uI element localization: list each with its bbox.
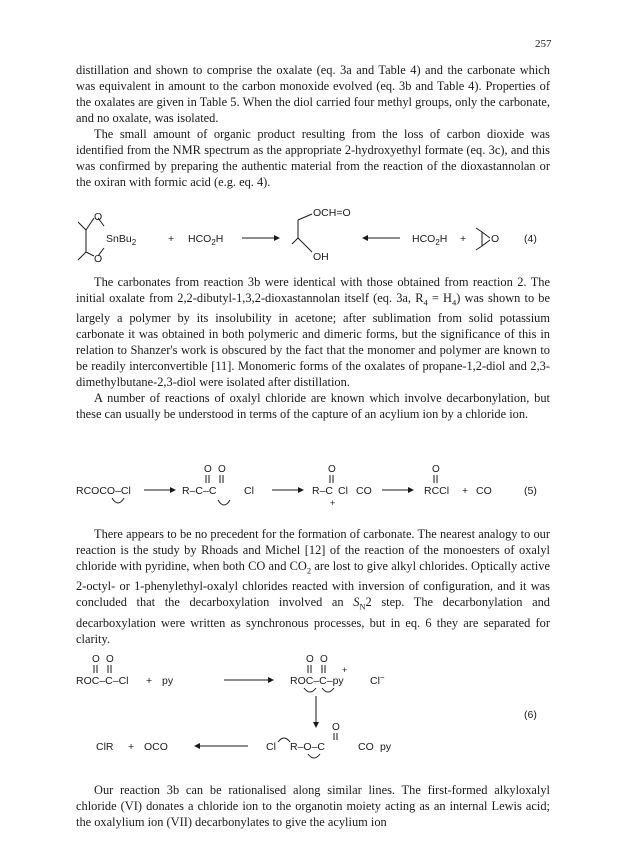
eq5-reactant: RCOCO–Cl: [76, 485, 131, 497]
eq6-product-2: OCO: [144, 741, 168, 753]
paragraph-6: Our reaction 3b can be rationalised along similar lines. The first-formed alkyloxalyl chloride (VI) donates a chloride ion to the organotin moiety acting as an internal Lewis acid; the oxalylium ion (VII) decarbonylates to give the acylium ion: [76, 783, 550, 829]
equation-4: [76, 200, 550, 266]
text-block-3: [76, 526, 550, 647]
eq6-curved-arrow-4: [308, 754, 320, 758]
text-block-1: [76, 62, 550, 190]
eq5-arrow-3: [382, 487, 414, 493]
eq5-curved-arrow-1: [112, 498, 124, 503]
eq6-plus-charge: +: [342, 665, 348, 675]
eq4-product-bottom: OH: [313, 251, 329, 263]
eq6-reactant: ROC–C–Cl: [76, 675, 129, 687]
eq5-arrow-2: [272, 487, 304, 493]
eq6-o-4: O: [320, 654, 328, 665]
eq6-curved-arrow-1: [304, 688, 316, 692]
eq6-product-1: ClR: [96, 741, 114, 753]
eq5-arrow-1: [144, 487, 176, 493]
eq5-o-4: O: [432, 464, 440, 475]
eq5-curved-arrow-2: [218, 500, 230, 505]
eq6-arrow-2: [194, 743, 248, 749]
paragraph-5: There appears to be no precedent for the formation of carbonate. The nearest analogy to our reaction is the study by Rhoads and Michel [12] of the reaction of the monoesters of oxalyl chloride with pyridine, when both CO and $CO_2$ are lost to give alkyl chlorides. Optically active 2-octyl- or 1-phenylethyl-oxalyl chlorides reacted with inversion of configuration, and it was concluded that the decarboxylation involved an $S_N2$ step. The decarbonylation and decarboxylation were written as synchronous processes, but in eq. 6 they are separated for clarity.: [76, 527, 550, 646]
eq4-plus-2: +: [460, 233, 467, 245]
eq6-curved-arrow-3: [278, 738, 290, 742]
eq4-o-top: O: [94, 211, 103, 223]
eq5-intermediate-2: R–C: [312, 485, 334, 497]
eq5-co: CO: [476, 485, 492, 497]
paragraph-2: The small amount of organic product resulting from the loss of carbon dioxide was identified from the NMR spectrum as the appropriate 2-hydroxyethyl formate (eq. 3c), and this was confirmed by preparing the authentic material from the reaction of the dioxastannolan or the oxiran with formic acid (e.g. eq. 4).: [76, 127, 550, 189]
eq6-arrow-down: [313, 696, 319, 728]
eq5-product: RCCl: [424, 485, 450, 497]
paragraph-3: The carbonates from reaction 3b were identical with those obtained from reaction 2. The initial oxalate from 2,2-dibutyl-1,3,2-dioxastannolan itself (eq. 3a, $R_4 = H_4$) was shown to be largely a polymer by its insolubility in acetone; after sublimation from solid potassium carbonate it was obtained in both polymeric and dimeric forms, but the significance of this in relation to Shanzer's work is obscured by the fact that the monomer and polymer are known to be readily interconvertible [11]. Monomeric forms of the oxalates of propane-1,2-diol and 2,3-dimethylbutane-2,3-diol were isolated after distillation.: [76, 275, 550, 390]
eq6-plus-1: +: [146, 675, 153, 687]
eq6-intermediate-2: R–O–C: [290, 741, 326, 753]
eq6-o-3: O: [306, 654, 314, 665]
eq5-intermediate-2-co: CO: [356, 485, 372, 497]
eq6-o-1: O: [92, 654, 100, 665]
eq5-intermediate-2-cl: Cl: [338, 485, 348, 497]
equation-6: [76, 648, 550, 766]
text-block-2: [76, 274, 550, 422]
eq4-number: (4): [524, 233, 537, 245]
paragraph-4: A number of reactions of oxalyl chloride are known which involve decarbonylation, but these can usually be understood in terms of the capture of an acylium ion by a chloride ion.: [76, 391, 550, 422]
eq6-intermediate-2-co: CO: [358, 741, 374, 753]
page-number: 257: [535, 38, 552, 50]
eq6-curved-arrow-2: [322, 688, 334, 692]
equation-5: [76, 460, 550, 512]
eq5-plus: +: [462, 485, 469, 497]
eq6-intermediate-1-cl: Cl−: [370, 673, 385, 687]
eq5-o-2: O: [218, 464, 226, 475]
eq6-intermediate-2-py: py: [380, 741, 392, 753]
eq6-pyridine: py: [162, 675, 174, 687]
eq4-formic-acid-2: $HCO_2H$: [412, 233, 448, 247]
eq5-o-1: O: [204, 464, 212, 475]
oxiran-structure: [476, 228, 490, 250]
eq4-product-top: OCH=O: [313, 207, 351, 219]
eq5-number: (5): [524, 485, 537, 497]
eq4-oxiran-o: O: [491, 233, 500, 245]
eq4-arrow-reverse: [362, 235, 400, 241]
eq5-plus-charge: +: [330, 498, 336, 508]
eq4-o-bottom: O: [94, 253, 103, 265]
eq6-number: (6): [524, 709, 537, 721]
eq4-plus-1: +: [168, 233, 175, 245]
eq4-formic-acid-1: $HCO_2H$: [188, 233, 224, 247]
eq6-o-5: O: [332, 722, 340, 733]
eq6-arrow-1: [224, 677, 274, 683]
eq6-intermediate-2-cl: Cl: [266, 741, 276, 753]
text-block-4: [76, 782, 550, 830]
hydroxyethyl-formate-structure: [292, 214, 312, 252]
eq5-intermediate-1: R–C–C: [182, 485, 217, 497]
eq6-intermediate-1: ROC–C–py: [290, 675, 344, 687]
paragraph-1: distillation and shown to comprise the oxalate (eq. 3a and Table 4) and the carbonate which was equivalent in amount to the carbon monoxide evolved (eq. 3b and Table 4). Properties of the oxalates are given in Table 5. When the diol carried four methyl groups, only the carbonate, and no oxalate, was isolated.: [76, 63, 550, 125]
eq4-snbu2: SnBu$_2$: [106, 233, 137, 247]
eq6-plus-2: +: [128, 741, 135, 753]
eq6-o-2: O: [106, 654, 114, 665]
eq5-intermediate-1-cl: Cl: [244, 485, 254, 497]
eq4-arrow-forward: [242, 235, 280, 241]
eq5-o-3: O: [328, 464, 336, 475]
